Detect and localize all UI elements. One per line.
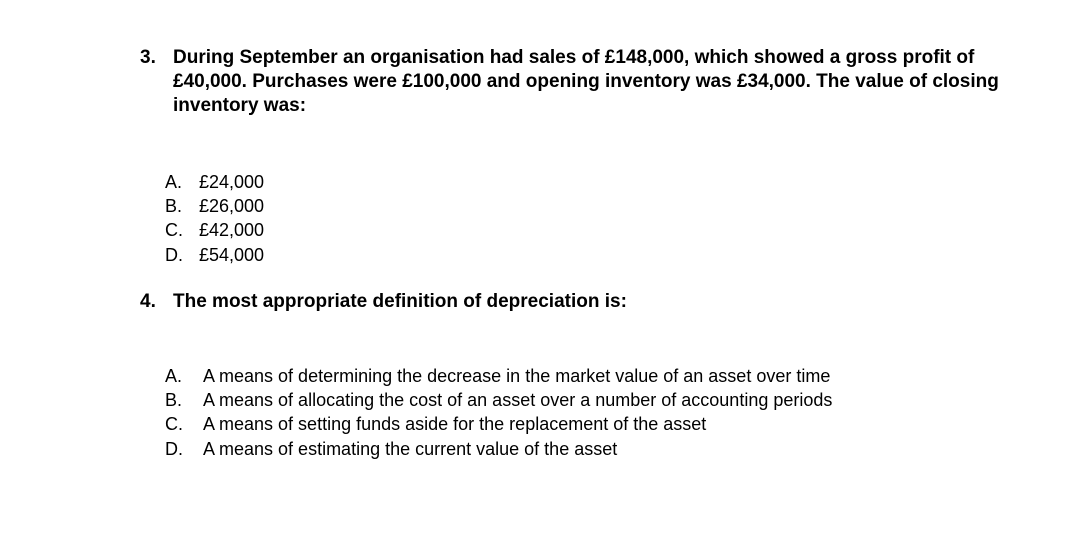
question-4-options — [165, 364, 905, 461]
option-text: £54,000 — [199, 244, 265, 265]
option-letter: B. — [165, 390, 183, 411]
option-letter: A. — [165, 366, 183, 386]
question-4-option-d — [165, 437, 905, 461]
option-letter: D. — [165, 438, 183, 459]
option-letter: C. — [165, 220, 183, 241]
option-text: A means of determining the decrease in the market value of an asset over time — [203, 366, 831, 386]
question-3-option-d — [165, 243, 264, 267]
question-4-option-a — [165, 364, 905, 388]
option-letter: C. — [165, 414, 183, 435]
question-4-option-c — [165, 412, 905, 436]
option-letter: A. — [165, 172, 183, 192]
question-3-number: 3. — [140, 47, 156, 68]
option-text: £24,000 — [199, 172, 265, 192]
question-4-header — [140, 290, 1040, 314]
option-text: £26,000 — [199, 196, 265, 217]
question-4 — [140, 290, 1040, 459]
question-4-number: 4. — [140, 291, 156, 312]
option-letter: D. — [165, 244, 183, 265]
option-text: A means of setting funds aside for the replacement of the asset — [203, 414, 707, 435]
option-text: A means of estimating the current value of the asset — [203, 438, 618, 459]
question-4-option-b — [165, 388, 905, 412]
question-3-header — [140, 46, 1040, 118]
option-text: £42,000 — [199, 220, 265, 241]
question-3-option-b — [165, 194, 264, 218]
question-3-option-a — [165, 170, 264, 194]
question-3 — [140, 46, 1040, 265]
option-text: A means of allocating the cost of an asset over a number of accounting periods — [203, 390, 833, 411]
option-letter: B. — [165, 196, 183, 217]
question-3-option-c — [165, 218, 264, 242]
question-4-text: The most appropriate definition of depreciation is: — [173, 291, 627, 312]
question-3-options — [165, 170, 264, 267]
question-3-text: During September an organisation had sales of £148,000, which showed a gross profit of £40,000. Purchases were £100,000 and opening inventory was £34,000. The value of closing inventory was: — [173, 47, 999, 116]
